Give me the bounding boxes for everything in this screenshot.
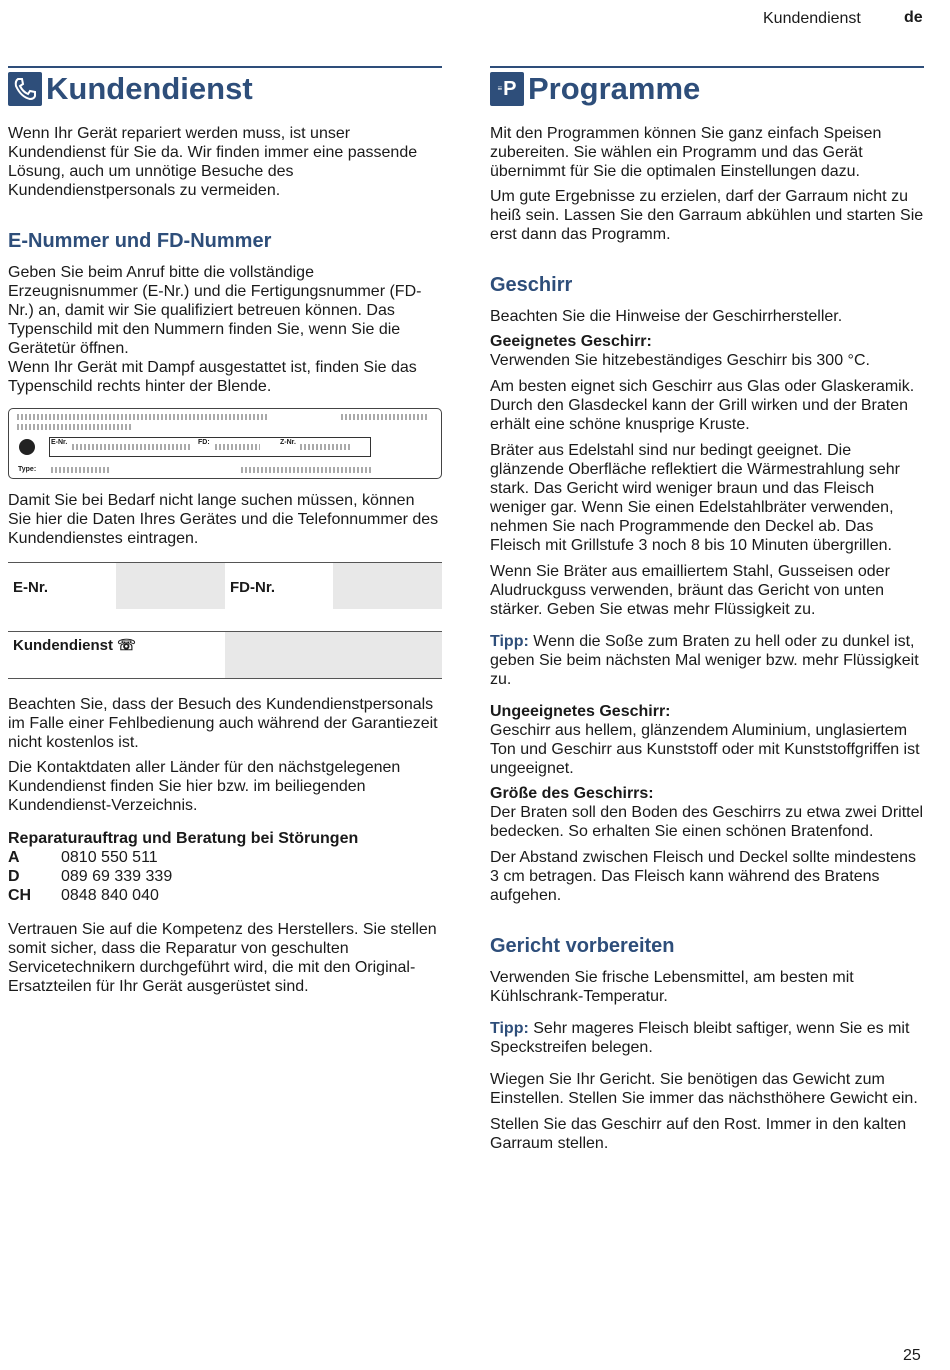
gericht-heading: Gericht vorbereiten [490,935,675,957]
geschirr-text: Beachten Sie die Hinweise der Geschirrhersteller. [490,308,843,325]
plate-label-znr: Z-Nr. [280,439,296,446]
page-title-kundendienst: Kundendienst [46,71,253,106]
right-column [490,66,924,1153]
running-header-section: Kundendienst [763,10,861,27]
kundendienst-phone-entry-field[interactable] [225,632,442,678]
enr-heading: E-Nummer und FD-Nummer [8,230,272,252]
fdnr-label: FD-Nr. [230,579,275,596]
note-contacts: Die Kontaktdaten aller Länder für den nächstgelegenen Kundendienst finden Sie hier bzw. im beiliegenden Kundendienst-Verzeichnis. [8,759,401,814]
abstand-text: Der Abstand zwischen Fleisch und Deckel sollte mindestens 3 cm betragen. Das Fleisch kann während des Bratens aufgehen. [490,849,916,904]
ungeeignet-text: Geschirr aus hellem, glänzendem Aluminium, unglasiertem Ton und Geschirr aus Kunststoff oder mit Kunststoffgriffen ist ungeeignet. [490,722,920,777]
tip-label: Tipp: [490,633,529,650]
phone-number: 0810 550 511 [61,849,158,866]
phone-icon [8,72,42,106]
edelstahl-text: Bräter aus Edelstahl sind nur bedingt geeignet. Die glänzende Oberfläche reflektiert die Wärmestrahlung sehr stark. Das Gericht wird weniger braun und das Fleisch weniger gar. Wenn Sie einen Edelstahlbräter verwenden, nehmen Sie nach Programmende den Deckel ab. Das Fleisch mit Grillstufe 3 noch 8 bis 10 Minuten übergrillen. [490,442,900,554]
country-code: CH [8,887,32,904]
tip-label: Tipp: [490,1020,529,1037]
manufacturer-logo-icon [19,439,35,455]
type-plate-illustration [8,408,442,479]
tip-text: Wenn die Soße zum Braten zu hell oder zu dunkel ist, geben Sie beim nächsten Mal weniger bzw. mehr Flüssigkeit zu. [490,633,919,688]
customer-data-table [8,562,442,679]
section-heading-kundendienst [8,66,442,108]
fdnr-entry-field[interactable] [333,563,442,609]
list-item [8,867,442,886]
table-row [8,631,442,679]
geeignet-heading: Geeignetes Geschirr: [490,333,652,350]
gericht-text: Verwenden Sie frische Lebensmittel, am besten mit Kühlschrank-Temperatur. [490,969,854,1005]
repair-heading: Reparaturauftrag und Beratung bei Störungen [8,830,359,847]
enr-label: E-Nr. [13,579,49,596]
groesse-heading: Größe des Geschirrs: [490,785,654,802]
phone-number: 089 69 339 339 [61,868,173,885]
geschirr-heading: Geschirr [490,274,573,296]
enr-entry-field[interactable] [116,563,225,609]
country-code: A [8,849,20,866]
geeignet-text: Verwenden Sie hitzebeständiges Geschirr bis 300 °C. [490,352,870,369]
list-item [8,848,442,867]
tip-text: Sehr mageres Fleisch bleibt saftiger, wenn Sie es mit Speckstreifen belegen. [490,1020,910,1056]
page-number: 25 [903,1347,921,1364]
glas-text: Am besten eignet sich Geschirr aus Glas oder Glaskeramik. Durch den Glasdeckel kann der Grill wirken und der Braten erhält eine schöne knusprige Kruste. [490,378,915,433]
left-column [8,66,442,996]
page-title-programme: Programme [528,71,701,106]
wiegen-text: Wiegen Sie Ihr Gericht. Sie benötigen das Gewicht zum Einstellen. Stellen Sie immer das nächsthöhere Gewicht ein. [490,1071,918,1107]
ungeeignet-heading: Ungeeignetes Geschirr: [490,703,671,720]
section-heading-programme [490,66,924,108]
kundendienst-intro: Wenn Ihr Gerät repariert werden muss, ist unser Kundendienst für Sie da. Wir finden immer eine passende Lösung, auch um unnötige Besuche des Kundendienstpersonals zu vermeiden. [8,125,418,199]
phone-number: 0848 840 040 [61,887,159,904]
list-item [8,886,442,905]
country-code: D [8,868,20,885]
tip-sosse [490,632,924,689]
programme-icon-letter: P [503,77,517,100]
running-header-language: de [904,9,923,26]
email-text: Wenn Sie Bräter aus emailliertem Stahl, Gusseisen oder Aludruckguss verwenden, bräunt das Gericht von unten stärker. Geben Sie etwas mehr Flüssigkeit zu. [490,563,890,618]
plate-label-fd: FD: [198,439,210,446]
enr-text-2: Wenn Ihr Gerät mit Dampf ausgestattet ist, finden Sie das Typenschild rechts hinter der Blende. [8,359,417,395]
enr-text: Geben Sie beim Anruf bitte die vollständige Erzeugnisnummer (E-Nr.) und die Fertigungsnummer (FD-Nr.) an, damit wir Sie qualifiziert betreuen können. Das Typenschild mit den Nummern finden Sie, wenn Sie die Gerätetür öffnen. [8,264,422,357]
stellen-text: Stellen Sie das Geschirr auf den Rost. Immer in den kalten Garraum stellen. [490,1116,907,1152]
programme-intro-2: Um gute Ergebnisse zu erzielen, darf der Garraum nicht zu heiß sein. Lassen Sie den Garraum abkühlen und starten Sie erst dann das Programm. [490,188,924,243]
plate-label-type: Type: [18,466,37,473]
tip-speck [490,1019,924,1057]
plate-label-enr: E-Nr. [51,439,68,446]
groesse-text: Der Braten soll den Boden des Geschirrs zu etwa zwei Drittel bedecken. So erhalten Sie einen schönen Bratenfond. [490,804,924,840]
programme-intro-1: Mit den Programmen können Sie ganz einfach Speisen zubereiten. Sie wählen ein Programm und das Gerät übernimmt für Sie die optimalen Einstellungen dazu. [490,125,882,180]
after-plate-text: Damit Sie bei Bedarf nicht lange suchen müssen, können Sie hier die Daten Ihres Gerätes und die Telefonnummer des Kundendienstes eintragen. [8,492,439,547]
programme-icon: ≡ P [490,72,524,106]
note-costs: Beachten Sie, dass der Besuch des Kundendienstpersonals im Falle einer Fehlbedienung auch während der Garantiezeit nicht kostenlos ist. [8,696,438,751]
table-row [8,562,442,609]
type-plate-number-box [49,437,371,457]
contact-list [8,848,442,905]
trust-text: Vertrauen Sie auf die Kompetenz des Herstellers. Sie stellen somit sicher, dass die Reparatur von geschulten Servicetechnikern durchgeführt wird, die mit den Original-Ersatzteilen für Ihr Gerät ausgerüstet sind. [8,921,437,995]
kundendienst-phone-label: Kundendienst ☏ [13,637,136,654]
